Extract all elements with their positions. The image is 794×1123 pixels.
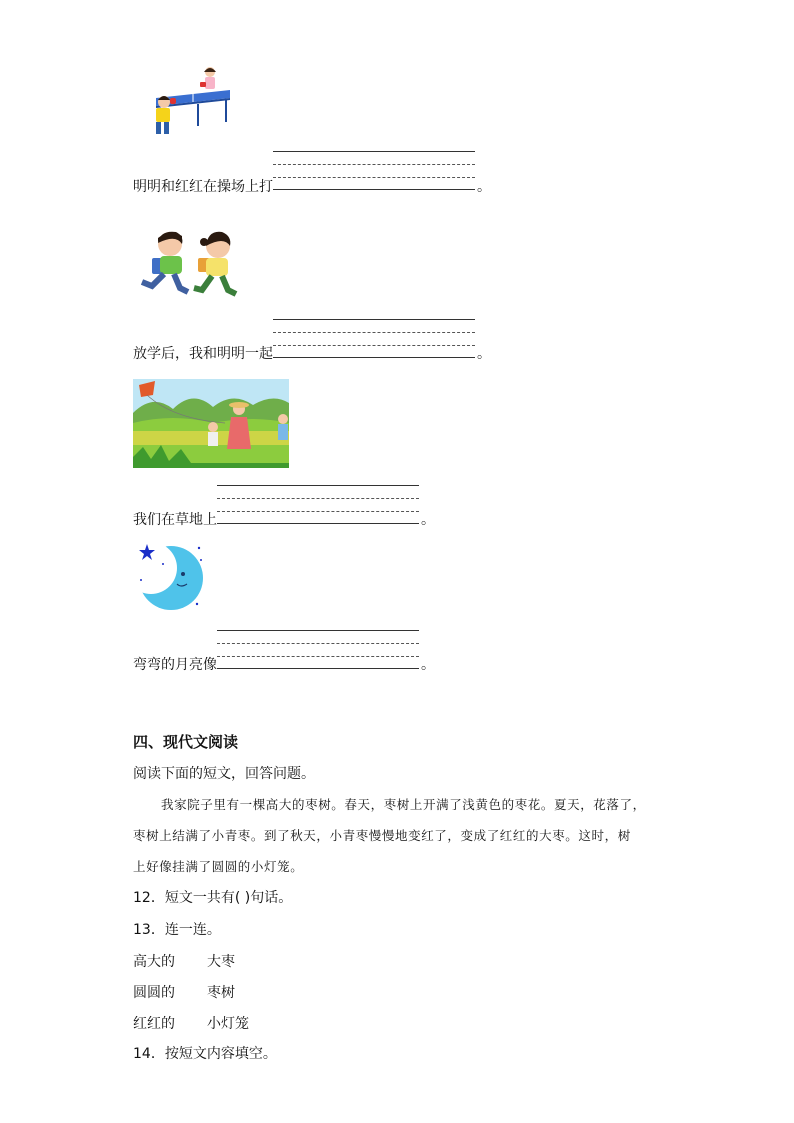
question-13: 13．连一连。: [133, 922, 221, 938]
match-left-3[interactable]: 红红的: [133, 1016, 175, 1032]
match-right-2[interactable]: 枣树: [207, 985, 235, 1001]
sentence-prompt-3: 我们在草地上: [133, 512, 217, 528]
crescent-moon-illustration: [133, 540, 205, 616]
match-left-1[interactable]: 高大的: [133, 954, 175, 970]
answer-blank-3[interactable]: [217, 485, 419, 525]
sentence-prompt-1: 明明和红红在操场上打: [133, 179, 273, 195]
kite-meadow-illustration: [133, 379, 289, 468]
passage-line-2: 枣树上结满了小青枣。到了秋天，小青枣慢慢地变红了，变成了红红的大枣。这时，树: [133, 828, 631, 843]
sentence-prompt-4: 弯弯的月亮像: [133, 657, 217, 673]
match-right-1[interactable]: 大枣: [207, 954, 235, 970]
match-left-2[interactable]: 圆圆的: [133, 985, 175, 1001]
reading-instruction: 阅读下面的短文，回答问题。: [133, 766, 315, 782]
sentence-end-3: 。: [421, 512, 435, 528]
passage-line-1: 我家院子里有一棵高大的枣树。春天，枣树上开满了浅黄色的枣花。夏天，花落了，: [161, 797, 646, 812]
question-14: 14．按短文内容填空。: [133, 1046, 277, 1062]
sentence-end-2: 。: [477, 346, 491, 362]
sentence-end-4: 。: [421, 657, 435, 673]
children-running-illustration: [136, 226, 244, 300]
answer-blank-2[interactable]: [273, 319, 475, 359]
match-right-3[interactable]: 小灯笼: [207, 1016, 249, 1032]
answer-blank-1[interactable]: [273, 151, 475, 191]
question-12: 12．短文一共有( )句话。: [133, 890, 293, 906]
sentence-end-1: 。: [477, 179, 491, 195]
passage-line-3: 上好像挂满了圆圆的小灯笼。: [133, 859, 304, 874]
section-heading: 四、现代文阅读: [133, 733, 239, 751]
table-tennis-illustration: [138, 64, 238, 140]
answer-blank-4[interactable]: [217, 630, 419, 670]
sentence-prompt-2: 放学后，我和明明一起: [133, 346, 273, 362]
